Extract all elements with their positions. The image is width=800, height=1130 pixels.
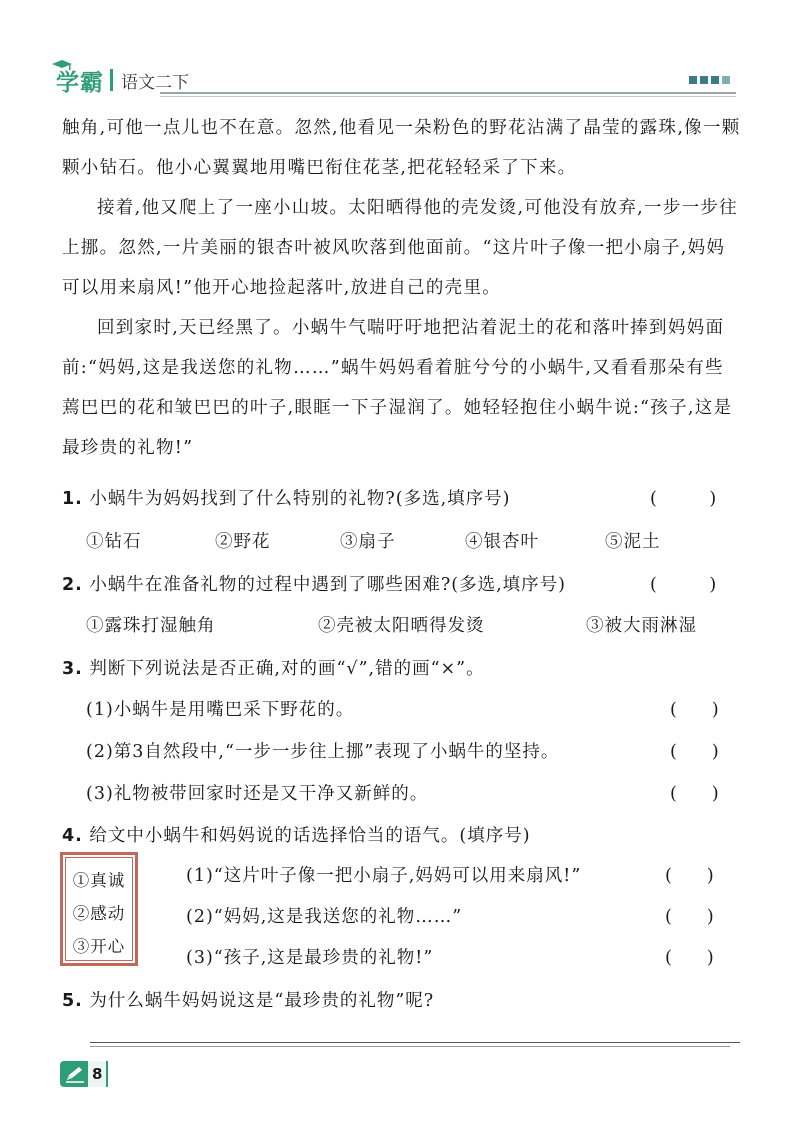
q1-option-4: ④银杏叶 bbox=[465, 532, 539, 552]
question-number: 1. bbox=[62, 489, 83, 509]
tone-option-3: ③开心 bbox=[72, 937, 126, 956]
question-number: 4. bbox=[62, 826, 83, 846]
tone-option-1: ①真诚 bbox=[72, 871, 126, 890]
answer-blank-q4-2[interactable]: ( ) bbox=[665, 907, 714, 927]
header-rule-thin bbox=[160, 96, 736, 97]
answer-blank-q3-1[interactable]: ( ) bbox=[670, 700, 719, 720]
passage-paragraph-2: 接着,他又爬上了一座小山坡。太阳晒得他的壳发烫,可他没有放弃,一步一步往上挪。忽然,一片美丽的银杏叶被风吹落到他面前。“这片叶子像一把小扇子,妈妈可以用来扇风!”他开心地捡起落叶,放进自己的壳里。 bbox=[62, 198, 738, 298]
pencil-icon bbox=[64, 1065, 86, 1083]
q1-option-1: ①钻石 bbox=[86, 532, 142, 552]
question-number: 3. bbox=[62, 659, 83, 679]
q2-option-1: ①露珠打湿触角 bbox=[86, 616, 216, 636]
question-text: 给文中小蜗牛和妈妈说的话选择恰当的语气。(填序号) bbox=[89, 826, 531, 846]
footer-rule-thin bbox=[90, 1046, 730, 1047]
answer-blank-q4-1[interactable]: ( ) bbox=[665, 866, 714, 886]
header-squares-decoration bbox=[689, 76, 730, 84]
q1-option-5: ⑤泥土 bbox=[605, 532, 661, 552]
question-text: 小蜗牛在准备礼物的过程中遇到了哪些困难?(多选,填序号) bbox=[89, 575, 567, 595]
brand-divider bbox=[110, 69, 113, 91]
brand-name: 学霸 bbox=[56, 69, 104, 96]
q2-option-3: ③被大雨淋湿 bbox=[586, 616, 697, 636]
tone-option-2: ②感动 bbox=[72, 904, 126, 923]
question-5 bbox=[62, 987, 434, 1012]
question-number: 2. bbox=[62, 575, 83, 595]
q1-option-2: ②野花 bbox=[215, 532, 271, 552]
question-text: 为什么蜗牛妈妈说这是“最珍贵的礼物”呢? bbox=[89, 991, 435, 1011]
passage-paragraph-3: 回到家时,天已经黑了。小蜗牛气喘吁吁地把沾着泥土的花和落叶捧到妈妈面前:“妈妈,这是我送您的礼物……”蜗牛妈妈看着脏兮兮的小蜗牛,又看看那朵有些蔫巴巴的花和皱巴巴的叶子,眼眶一下子湿润了。她轻轻抱住小蜗牛说:“孩子,这是最珍贵的礼物!” bbox=[62, 318, 733, 458]
question-1 bbox=[62, 485, 511, 510]
q4-sentence-2: (2)“妈妈,这是我送您的礼物……” bbox=[186, 907, 463, 927]
q2-option-2: ②壳被太阳晒得发烫 bbox=[318, 616, 485, 636]
question-3 bbox=[62, 655, 485, 680]
q3-statement-3: (3)礼物被带回家时还是又干净又新鲜的。 bbox=[86, 784, 429, 804]
reading-passage bbox=[62, 108, 742, 468]
question-2 bbox=[62, 571, 566, 596]
page-number: 8 bbox=[88, 1061, 106, 1087]
q4-sentence-3: (3)“孩子,这是最珍贵的礼物!” bbox=[186, 948, 434, 968]
question-text: 判断下列说法是否正确,对的画“√”,错的画“×”。 bbox=[89, 659, 485, 679]
answer-blank-q4-3[interactable]: ( ) bbox=[665, 948, 714, 968]
question-text: 小蜗牛为妈妈找到了什么特别的礼物?(多选,填序号) bbox=[89, 489, 511, 509]
answer-blank-q2[interactable]: ( ) bbox=[650, 575, 717, 595]
header-rule bbox=[160, 92, 736, 94]
graduation-cap-icon bbox=[52, 60, 72, 72]
q4-sentence-1: (1)“这片叶子像一把小扇子,妈妈可以用来扇风!” bbox=[186, 866, 582, 886]
answer-blank-q3-3[interactable]: ( ) bbox=[670, 784, 719, 804]
page-header bbox=[56, 62, 736, 102]
tone-options-box bbox=[60, 852, 138, 966]
q1-option-3: ③扇子 bbox=[340, 532, 396, 552]
page-number-badge bbox=[60, 1061, 108, 1087]
answer-blank-q3-2[interactable]: ( ) bbox=[670, 742, 719, 762]
footer-rule bbox=[90, 1042, 740, 1043]
subject-title: 语文二下 bbox=[121, 72, 189, 93]
passage-paragraph-1: 触角,可他一点儿也不在意。忽然,他看见一朵粉色的野花沾满了晶莹的露珠,像一颗颗小钻石。他小心翼翼地用嘴巴衔住花茎,把花轻轻采了下来。 bbox=[62, 118, 741, 178]
answer-blank-q1[interactable]: ( ) bbox=[650, 489, 717, 509]
q3-statement-1: (1)小蜗牛是用嘴巴采下野花的。 bbox=[86, 700, 355, 720]
q3-statement-2: (2)第3自然段中,“一步一步往上挪”表现了小蜗牛的坚持。 bbox=[86, 742, 560, 762]
question-4 bbox=[62, 822, 531, 847]
question-number: 5. bbox=[62, 991, 83, 1011]
